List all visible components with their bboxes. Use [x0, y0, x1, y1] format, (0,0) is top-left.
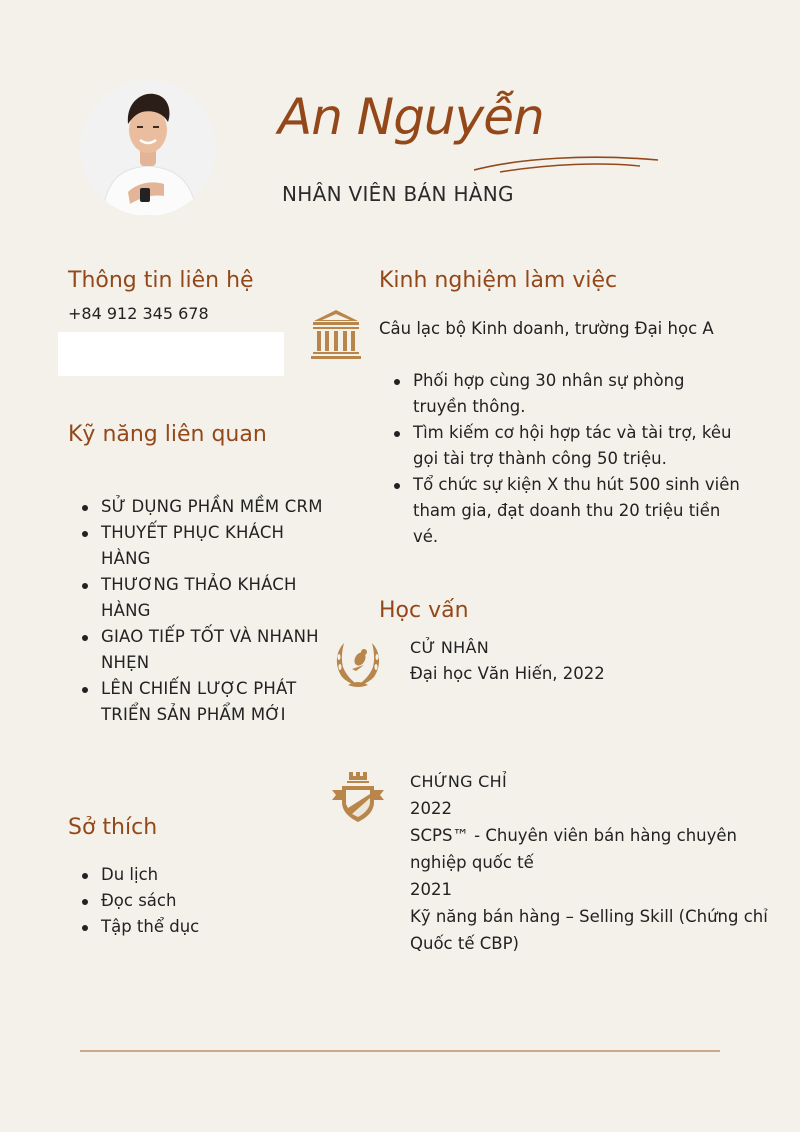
list-item: THƯƠNG THẢO KHÁCH HÀNG: [78, 572, 338, 624]
education-heading: Học vấn: [379, 598, 469, 623]
laurel-wreath-icon: [330, 635, 386, 691]
education-school: Đại học Văn Hiến, 2022: [410, 664, 605, 683]
phone-number: +84 912 345 678: [68, 304, 209, 323]
list-item: Tìm kiếm cơ hội hợp tác và tài trợ, kêu gọi tài trợ thành công 50 triệu.: [390, 420, 740, 472]
skills-list: [78, 494, 338, 728]
contact-heading: Thông tin liên hệ: [68, 268, 254, 293]
certificate-name: Kỹ năng bán hàng – Selling Skill (Chứng chỉ Quốc tế CBP): [410, 907, 768, 953]
certificate-name: SCPS™ - Chuyên viên bán hàng chuyên nghiệp quốc tế: [410, 826, 738, 872]
building-columns-icon: [308, 306, 364, 362]
certificates-title: CHỨNG CHỈ: [410, 772, 508, 791]
list-item: Đọc sách: [78, 888, 199, 914]
hobbies-heading: Sở thích: [68, 815, 158, 840]
profile-photo: [80, 80, 216, 216]
list-item: LÊN CHIẾN LƯỢC PHÁT TRIỂN SẢN PHẨM MỚI: [78, 676, 338, 728]
experience-list: [390, 368, 740, 550]
certificates-block: [410, 768, 780, 957]
redacted-contact-box: [58, 332, 284, 376]
name-underline-swoosh: [470, 148, 660, 174]
list-item: THUYẾT PHỤC KHÁCH HÀNG: [78, 520, 338, 572]
hobbies-list: [78, 862, 199, 940]
crest-shield-icon: [330, 768, 386, 824]
list-item: Du lịch: [78, 862, 199, 888]
list-item: SỬ DỤNG PHẦN MỀM CRM: [78, 494, 338, 520]
avatar: [80, 80, 216, 216]
list-item: Tổ chức sự kiện X thu hút 500 sinh viên tham gia, đạt doanh thu 20 triệu tiền vé.: [390, 472, 740, 550]
job-title: NHÂN VIÊN BÁN HÀNG: [282, 182, 514, 206]
list-item: Phối hợp cùng 30 nhân sự phòng truyền thông.: [390, 368, 740, 420]
candidate-name: An Nguyễn: [278, 88, 544, 146]
list-item: GIAO TIẾP TỐT VÀ NHANH NHẸN: [78, 624, 338, 676]
skills-heading: Kỹ năng liên quan: [68, 422, 267, 447]
footer-divider: [80, 1050, 720, 1052]
experience-heading: Kinh nghiệm làm việc: [379, 268, 618, 293]
list-item: Tập thể dục: [78, 914, 199, 940]
education-degree: CỬ NHÂN: [410, 638, 489, 657]
certificate-year: 2021: [410, 880, 452, 899]
experience-organization: Câu lạc bộ Kinh doanh, trường Đại học A: [379, 319, 714, 338]
certificate-year: 2022: [410, 799, 452, 818]
